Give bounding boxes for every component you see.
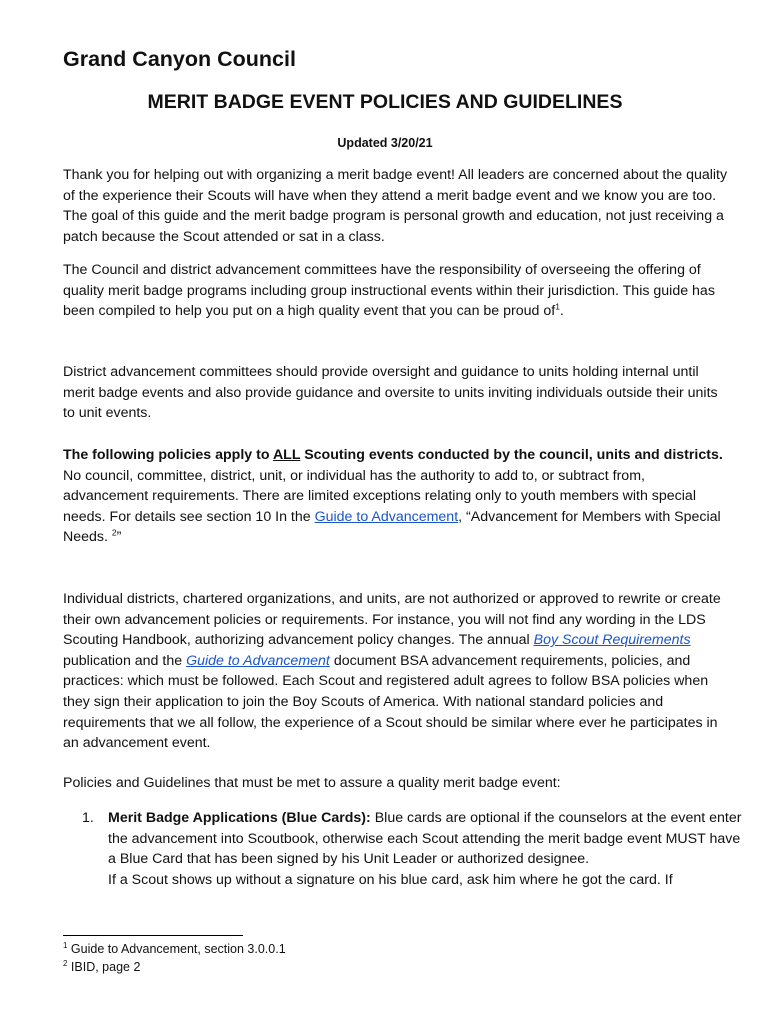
footnote-text: IBID, page 2 xyxy=(67,960,141,974)
policy-heading-text-end: Scouting events conducted by the council, units and districts. xyxy=(300,447,723,463)
district-policies-paragraph xyxy=(63,589,733,754)
policies-all-paragraph xyxy=(63,445,733,548)
council-responsibility-paragraph xyxy=(63,260,733,322)
footnote-ref-2: 2 xyxy=(111,527,117,538)
council-name: Grand Canyon Council xyxy=(63,47,296,71)
footnote-mark: 1 xyxy=(63,940,68,950)
policy-heading-text: The following policies apply to xyxy=(63,447,273,463)
footnote-divider xyxy=(63,935,243,936)
list-item-text-cont: If a Scout shows up without a signature on his blue card, ask him where he got the card. If xyxy=(108,871,673,888)
paragraph-text: The Council and district advancement committees have the responsibility of overseeing the offering of quality merit badge programs including group instructional events within their jurisdiction. This guide has been compiled to help you put on a high quality event that you can be proud of xyxy=(63,262,715,320)
boy-scout-requirements-link[interactable]: Boy Scout Requirements xyxy=(533,632,691,649)
guide-to-advancement-link[interactable]: Guide to Advancement xyxy=(314,508,459,525)
list-item-heading: Merit Badge Applications (Blue Cards): xyxy=(108,810,371,826)
policy-text-cont: , “Advancement for Members with Special Needs. xyxy=(63,508,721,546)
paragraph-end: . xyxy=(559,303,564,320)
policy-heading xyxy=(63,447,723,463)
paragraph-text: publication and the xyxy=(63,652,187,669)
list-item xyxy=(82,808,742,890)
policies-list xyxy=(82,808,742,890)
guide-to-advancement-link-2[interactable]: Guide to Advancement xyxy=(186,652,330,669)
document-title: MERIT BADGE EVENT POLICIES AND GUIDELINES xyxy=(147,91,623,113)
footnote-2 xyxy=(63,959,140,975)
policy-text-end: ” xyxy=(116,529,122,546)
paragraph-text: document BSA advancement requirements, policies, and practices: which must be followed. Each Scout and registered adult agrees to follow BSA policies when they sign their application to join the Boy Scouts of America. With national standard policies and requirements that we all follow, the experience of a Scout should be similar where ever he participates in an advancement event. xyxy=(63,652,718,752)
list-item-text: Blue cards are optional if the counselors at the event enter the advancement into Scoutbook, otherwise each Scout attending the merit badge event MUST have a Blue Card that has been signed by his Unit Leader or authorized designee. xyxy=(108,810,742,868)
footnote-1 xyxy=(63,941,286,957)
footnote-ref-1: 1 xyxy=(555,301,560,312)
policies-intro-paragraph: Policies and Guidelines that must be met to assure a quality merit badge event: xyxy=(63,775,561,791)
updated-date: Updated 3/20/21 xyxy=(337,136,433,150)
footnote-mark: 2 xyxy=(63,958,68,968)
intro-paragraph: Thank you for helping out with organizing a merit badge event! All leaders are concerned about the quality of the experience their Scouts will have when they attend a merit badge event and we know you are too. The goal of this guide and the merit badge program is personal growth and education, not just receiving a patch because the Scout attended or sat in a class. xyxy=(63,167,728,245)
paragraph-text: Individual districts, chartered organizations, and units, are not authorized or approved to rewrite or create their own advancement policies or requirements. For instance, you will not find any wording in the LDS Scouting Handbook, authorizing advancement policy changes. The annual xyxy=(63,591,721,649)
policy-text: No council, committee, district, unit, or individual has the authority to add to, or subtract from, advancement requirements. There are limited exceptions relating only to youth members with special needs. For details see section 10 In the xyxy=(63,467,696,525)
list-item-number: 1. xyxy=(82,810,94,826)
footnote-text: Guide to Advancement, section 3.0.0.1 xyxy=(67,942,286,956)
policy-heading-emphasis: ALL xyxy=(272,447,301,463)
district-oversight-paragraph: District advancement committees should provide oversight and guidance to units holding internal until merit badge events and also provide guidance and oversite to units inviting individuals outside their units to unit events. xyxy=(63,364,718,422)
